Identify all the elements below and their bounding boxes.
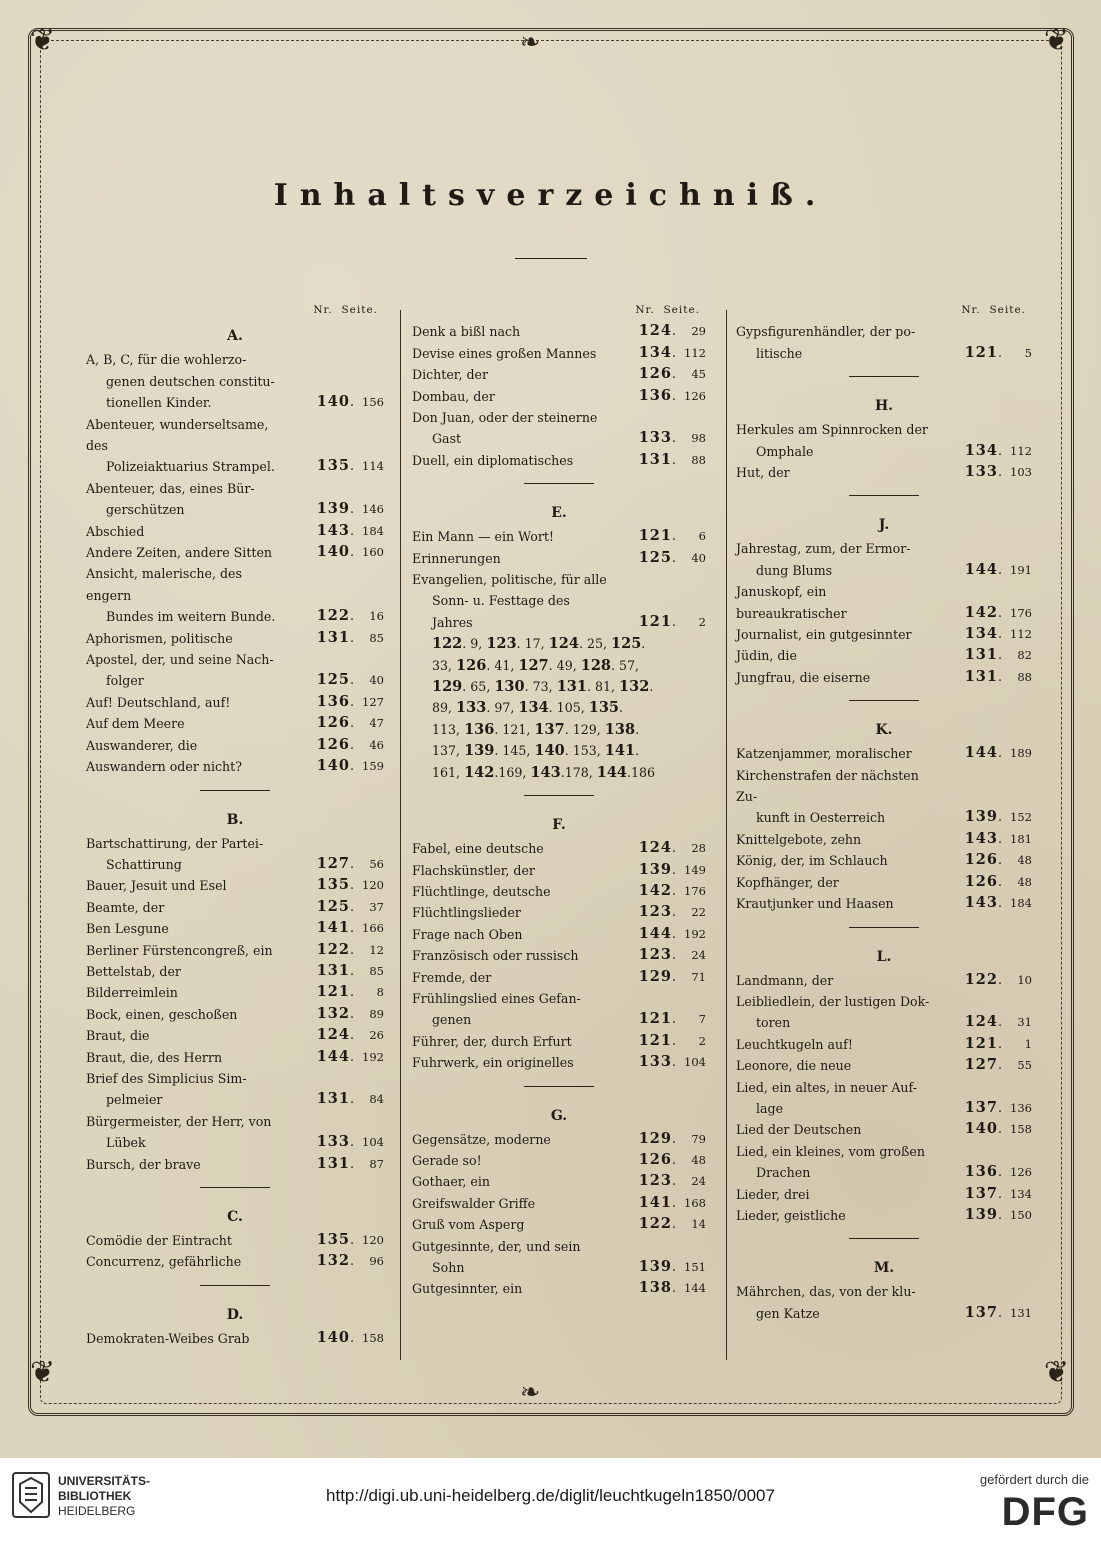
- index-entry: Gothaer, ein 123. 24: [412, 1172, 706, 1190]
- section-letter: E.: [551, 505, 567, 522]
- section-rule: [200, 790, 270, 791]
- index-entry: Fuhrwerk, ein originelles 133. 104: [412, 1053, 706, 1071]
- section-letter: J.: [878, 517, 890, 534]
- index-entry: Landmann, der 122. 10: [736, 970, 1032, 988]
- section-letter: D.: [226, 1306, 244, 1323]
- section-rule: [524, 795, 594, 796]
- issue-list-line: 33, 126. 41, 127. 49, 128. 57,: [432, 656, 640, 674]
- section-letter: A.: [227, 328, 243, 345]
- index-entry: Auf dem Meere 126. 47: [86, 714, 384, 732]
- permalink-url[interactable]: http://digi.ub.uni-heidelberg.de/diglit/leuchtkugeln1850/0007: [326, 1486, 775, 1505]
- index-entry: Don Juan, oder der steinerne Gast 133. 98: [412, 410, 706, 447]
- issue-list-line: 113, 136. 121, 137. 129, 138.: [432, 720, 640, 738]
- issue-list-line: 137, 139. 145, 140. 153, 141.: [432, 742, 640, 760]
- index-entry: Fabel, eine deutsche 124. 28: [412, 839, 706, 857]
- index-entry: Auf! Deutschland, auf! 136. 127: [86, 692, 384, 710]
- index-entry: Dichter, der 126. 45: [412, 365, 706, 383]
- section-letter: B.: [226, 811, 244, 828]
- corner-ornament-icon: ❦: [30, 1355, 56, 1390]
- index-entry: A, B, C, für die wohlerzo- genen deutschen constitu- tionellen Kinder. 140. 156: [86, 352, 384, 411]
- index-entry: Bettelstab, der 131. 85: [86, 961, 384, 979]
- corner-ornament-icon: ❦: [1043, 1355, 1069, 1390]
- index-entry: Bursch, der brave 131. 87: [86, 1154, 384, 1172]
- index-entry: Concurrenz, gefährliche 132. 96: [86, 1252, 384, 1270]
- index-entry: Führer, der, durch Erfurt 121. 2: [412, 1031, 706, 1049]
- index-entry: Kopfhänger, der 126. 48: [736, 872, 1032, 890]
- title-rule: [515, 258, 587, 259]
- index-entry: Abenteuer, das, eines Bür- gerschützen 139. 146: [86, 480, 384, 518]
- section-rule: [849, 1238, 919, 1239]
- column-header: Nr. Seite.: [635, 304, 700, 316]
- index-entry: Ansicht, malerische, des engern Bundes im weitern Bunde. 122. 16: [86, 566, 384, 625]
- issue-list-line: 122. 9, 123. 17, 124. 25, 125.: [432, 635, 646, 653]
- section-rule: [849, 495, 919, 496]
- index-entry: Bauer, Jesuit und Esel 135. 120: [86, 876, 384, 894]
- section-rule: [200, 1285, 270, 1286]
- index-entry: Duell, ein diplomatisches 131. 88: [412, 450, 706, 468]
- index-entry: Lied der Deutschen 140. 158: [736, 1120, 1032, 1138]
- index-entry: Kirchenstrafen der nächsten Zu- kunft in Oesterreich 139. 152: [736, 767, 1032, 826]
- issue-list-line: 89, 133. 97, 134. 105, 135.: [432, 699, 624, 717]
- section-letter: M.: [873, 1260, 895, 1277]
- index-entry: Leuchtkugeln auf! 121. 1: [736, 1034, 1032, 1052]
- column-divider: [400, 310, 401, 1360]
- dfg-logo: DFG: [1001, 1490, 1089, 1534]
- index-entry: Flüchtlinge, deutsche 142. 176: [412, 881, 706, 899]
- index-entry: Gutgesinnter, ein 138. 144: [412, 1279, 706, 1297]
- index-entry: Flüchtlingslieder 123. 22: [412, 903, 706, 921]
- column-divider: [726, 310, 727, 1360]
- index-entry: Apostel, der, und seine Nach- folger 125. 40: [86, 652, 384, 689]
- index-entry: Flachskünstler, der 139. 149: [412, 860, 706, 878]
- index-entry: Fremde, der 129. 71: [412, 967, 706, 985]
- index-entry: Evangelien, politische, für alle Sonn- u. Festtage des Jahres 121. 2: [412, 572, 706, 630]
- section-rule: [849, 927, 919, 928]
- index-entry: Januskopf, ein bureaukratischer 142. 176: [736, 584, 1032, 621]
- index-entry: Braut, die, des Herrn 144. 192: [86, 1047, 384, 1065]
- index-column-1: [86, 300, 384, 1349]
- funding-caption: gefördert durch die: [979, 1472, 1089, 1487]
- index-entry: Auswanderer, die 126. 46: [86, 735, 384, 753]
- index-entry: Greifswalder Griffe 141. 168: [412, 1193, 706, 1211]
- index-column-3: [736, 300, 1032, 1324]
- index-entry: Frage nach Oben 144. 192: [412, 924, 706, 942]
- section-letter: C.: [227, 1209, 243, 1226]
- corner-ornament-icon: ❦: [30, 23, 56, 58]
- index-entry: Leonore, die neue 127. 55: [736, 1056, 1032, 1074]
- index-column-2: [412, 300, 706, 1300]
- index-entry: Ben Lesgune 141. 166: [86, 919, 384, 937]
- column-header: Nr. Seite.: [961, 304, 1026, 316]
- issue-list-line: 129. 65, 130. 73, 131. 81, 132.: [432, 678, 654, 696]
- index-entry: Ein Mann — ein Wort! 121. 6: [412, 527, 706, 545]
- index-entry: Beamte, der 125. 37: [86, 897, 384, 915]
- border-flourish-icon: ❧: [520, 1378, 541, 1406]
- library-name: UNIVERSITÄTS- BIBLIOTHEK HEIDELBERG: [58, 1474, 151, 1518]
- index-entry: Hut, der 133. 103: [736, 463, 1032, 481]
- index-entry: Gruß vom Asperg 122. 14: [412, 1215, 706, 1233]
- index-entry: Journalist, ein gutgesinnter 134. 112: [736, 625, 1032, 643]
- index-entry: Brief des Simplicius Sim- pelmeier 131. 84: [86, 1070, 384, 1108]
- section-rule: [849, 700, 919, 701]
- section-letter: H.: [874, 398, 894, 415]
- index-entry: Französisch oder russisch 123. 24: [412, 946, 706, 964]
- index-entry: Lied, ein altes, in neuer Auf- lage 137. 136: [736, 1079, 1032, 1116]
- index-entry: Aphorismen, politische 131. 85: [86, 628, 384, 646]
- index-entry: Mährchen, das, von der klu- gen Katze 137. 131: [736, 1284, 1032, 1321]
- index-entry: König, der, im Schlauch 126. 48: [736, 851, 1032, 869]
- index-entry: Gutgesinnte, der, und sein Sohn 139. 151: [412, 1238, 706, 1276]
- index-entry: Devise eines großen Mannes 134. 112: [412, 343, 706, 361]
- index-entry: Bürgermeister, der Herr, von Lübek 133. 104: [86, 1113, 384, 1151]
- column-header: Nr. Seite.: [313, 304, 378, 316]
- section-rule: [524, 483, 594, 484]
- index-entry: Braut, die 124. 26: [86, 1026, 384, 1044]
- index-entry: Erinnerungen 125. 40: [412, 548, 706, 566]
- index-entry: Leibliedlein, der lustigen Dok- toren 124. 31: [736, 993, 1032, 1031]
- index-entry: Herkules am Spinnrocken der Omphale 134. 112: [736, 422, 1032, 459]
- index-entry: Jungfrau, die eiserne 131. 88: [736, 667, 1032, 685]
- index-entry: Lieder, drei 137. 134: [736, 1184, 1032, 1202]
- index-entry: Krautjunker und Haasen 143. 184: [736, 894, 1032, 912]
- index-entry: Jüdin, die 131. 82: [736, 646, 1032, 664]
- index-entry: Bartschattirung, der Partei- Schattirung 127. 56: [86, 835, 384, 872]
- section-rule: [524, 1086, 594, 1087]
- index-entry: Gypsfigurenhändler, der po- litische 121. 5: [736, 324, 1032, 361]
- index-entry: Frühlingslied eines Gefan- genen 121. 7: [412, 990, 706, 1028]
- section-letter: L.: [876, 948, 892, 965]
- section-rule: [200, 1187, 270, 1188]
- index-entry: Gerade so! 126. 48: [412, 1150, 706, 1168]
- index-entry: Jahrestag, zum, der Ermor- dung Blums 144. 191: [736, 541, 1032, 578]
- viewer-footer: [0, 1458, 1101, 1545]
- page-title: Inhaltsverzeichniß.: [273, 178, 828, 213]
- index-entry: Demokraten-Weibes Grab 140. 158: [86, 1328, 384, 1346]
- section-letter: F.: [552, 817, 566, 834]
- index-entry: Comödie der Eintracht 135. 120: [86, 1231, 384, 1249]
- index-entry: Dombau, der 136. 126: [412, 386, 706, 404]
- issue-list-line: 161, 142.169, 143.178, 144.186: [432, 763, 656, 781]
- border-flourish-icon: ❧: [520, 28, 541, 56]
- index-entry: Katzenjammer, moralischer 144. 189: [736, 744, 1032, 762]
- index-entry: Berliner Fürstencongreß, ein 122. 12: [86, 940, 384, 958]
- index-entry: Auswandern oder nicht? 140. 159: [86, 757, 384, 775]
- index-entry: Abenteuer, wunderseltsame, des Polizeiaktuarius Strampel. 135. 114: [86, 416, 384, 475]
- corner-ornament-icon: ❦: [1043, 23, 1069, 58]
- index-entry: Bilderreimlein 121. 8: [86, 983, 384, 1001]
- index-entry: Denk a bißl nach 124. 29: [412, 322, 706, 340]
- index-entry: Andere Zeiten, andere Sitten 140. 160: [86, 543, 384, 561]
- index-entry: Bock, einen, geschoßen 132. 89: [86, 1004, 384, 1022]
- section-letter: G.: [550, 1107, 568, 1124]
- index-entry: Lieder, geistliche 139. 150: [736, 1205, 1032, 1223]
- index-entry: Abschied 143. 184: [86, 521, 384, 539]
- section-rule: [849, 376, 919, 377]
- index-entry: Gegensätze, moderne 129. 79: [412, 1129, 706, 1147]
- index-entry: Lied, ein kleines, vom großen Drachen 136. 126: [736, 1143, 1032, 1181]
- index-entry: Knittelgebote, zehn 143. 181: [736, 829, 1032, 847]
- section-letter: K.: [875, 722, 893, 739]
